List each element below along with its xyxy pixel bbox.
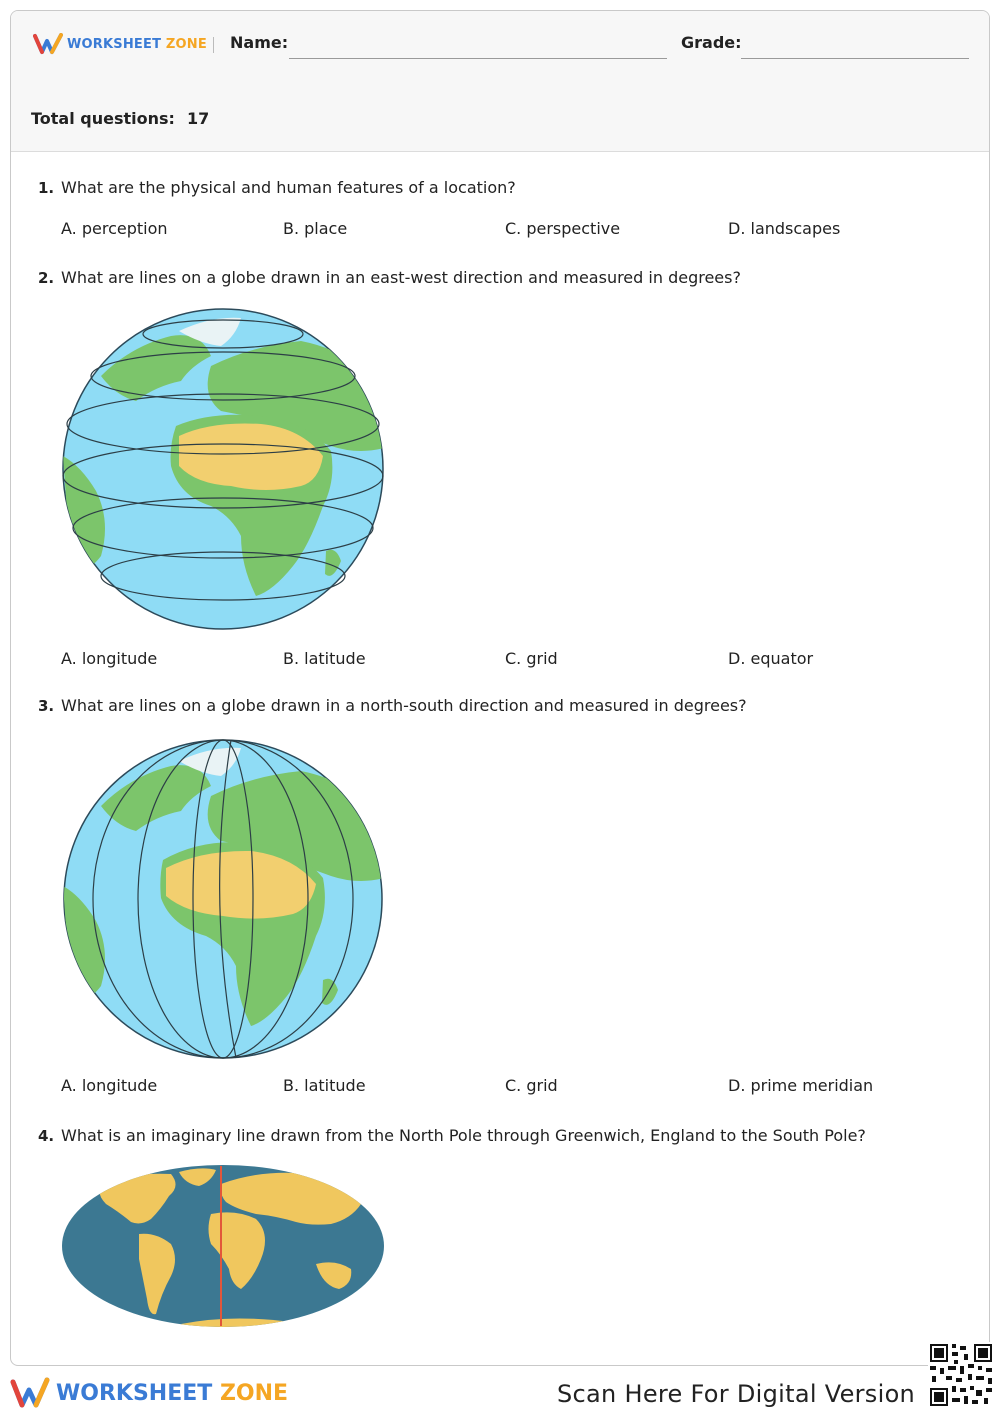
question-3 (38, 696, 747, 715)
worksheet-zone-logo-icon (10, 1377, 50, 1409)
question-number: 3. (38, 697, 55, 715)
q1-option-c[interactable]: C. perspective (505, 219, 621, 238)
brand-part1: WORKSHEET (67, 36, 162, 52)
q2-option-a[interactable]: A. longitude (61, 649, 158, 668)
brand-part2: ZONE (165, 36, 207, 52)
footer-brand-part1: WORKSHEET (56, 1380, 213, 1406)
name-field[interactable] (289, 58, 667, 59)
grade-label: Grade: (681, 33, 742, 52)
question-text: What are lines on a globe drawn in a north-south direction and measured in degrees? (61, 696, 747, 715)
question-4 (38, 1126, 866, 1145)
brand-logo (33, 33, 207, 55)
q3-option-a[interactable]: A. longitude (61, 1076, 158, 1095)
total-questions-label: Total questions: (31, 109, 175, 128)
worksheet-page (10, 10, 990, 1366)
qr-code-icon[interactable] (928, 1342, 994, 1408)
q1-option-b[interactable]: B. place (283, 219, 348, 238)
globe-latitude-image (61, 306, 385, 632)
worksheet-zone-logo-icon (33, 33, 63, 55)
footer-brand-logo (10, 1376, 288, 1410)
total-questions (31, 109, 209, 128)
q3-option-d[interactable]: D. prime meridian (728, 1076, 874, 1095)
q1-option-a[interactable]: A. perception (61, 219, 168, 238)
globe-longitude-image (61, 738, 385, 1060)
footer-brand-part2: ZONE (219, 1380, 289, 1406)
q3-option-b[interactable]: B. latitude (283, 1076, 366, 1095)
q2-option-d[interactable]: D. equator (728, 649, 814, 668)
scan-text: Scan Here For Digital Version (557, 1380, 916, 1408)
footer-brand-name (56, 1381, 288, 1406)
question-number: 1. (38, 179, 55, 197)
question-1 (38, 178, 516, 197)
total-questions-value: 17 (186, 109, 210, 128)
worksheet-header (11, 11, 989, 152)
question-text: What are the physical and human features of a location? (61, 178, 516, 197)
world-map-prime-meridian-image (61, 1164, 385, 1328)
name-label: Name: (230, 33, 289, 52)
q2-option-c[interactable]: C. grid (505, 649, 558, 668)
question-number: 4. (38, 1127, 55, 1145)
q1-option-d[interactable]: D. landscapes (728, 219, 841, 238)
header-divider (213, 37, 214, 53)
q3-option-c[interactable]: C. grid (505, 1076, 558, 1095)
q2-option-b[interactable]: B. latitude (283, 649, 366, 668)
question-text: What is an imaginary line drawn from the North Pole through Greenwich, England to the South Pole? (61, 1126, 866, 1145)
question-2 (38, 268, 741, 287)
question-text: What are lines on a globe drawn in an east-west direction and measured in degrees? (61, 268, 741, 287)
grade-field[interactable] (741, 58, 969, 59)
question-number: 2. (38, 269, 55, 287)
brand-name (67, 37, 207, 52)
